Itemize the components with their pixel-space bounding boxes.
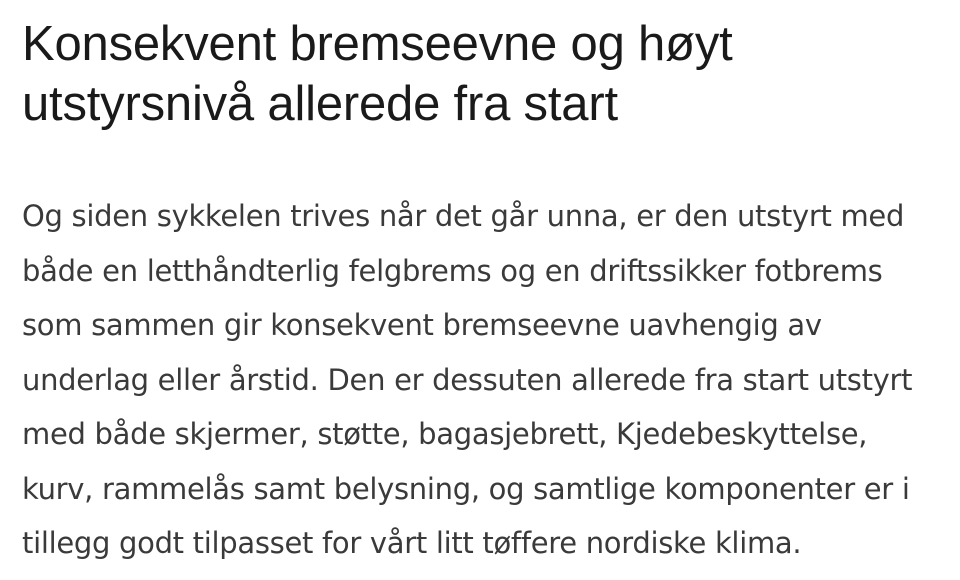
- body-line: tillegg godt tilpasset for vårt litt tøffere nordiske klima.: [22, 526, 802, 560]
- heading-line: utstyrsnivå allerede fra start: [22, 77, 618, 131]
- article-body: [22, 189, 947, 571]
- body-line: som sammen gir konsekvent bremseevne uavhengig av: [22, 308, 822, 342]
- body-line: både en letthåndterlig felgbrems og en driftssikker fotbrems: [22, 253, 883, 288]
- article: [22, 10, 947, 571]
- article-heading: [22, 10, 947, 130]
- body-line: kurv, rammelås samt belysning, og samtlige komponenter er i: [22, 471, 910, 506]
- body-line: med både skjermer, støtte, bagasjebrett, Kjedebeskyttelse,: [22, 417, 868, 451]
- body-line: underlag eller årstid. Den er dessuten allerede fra start utstyrt: [22, 362, 913, 397]
- body-line: Og siden sykkelen trives når det går unna, er den utstyrt med: [22, 199, 905, 233]
- heading-line: Konsekvent bremseevne og høyt: [22, 17, 733, 71]
